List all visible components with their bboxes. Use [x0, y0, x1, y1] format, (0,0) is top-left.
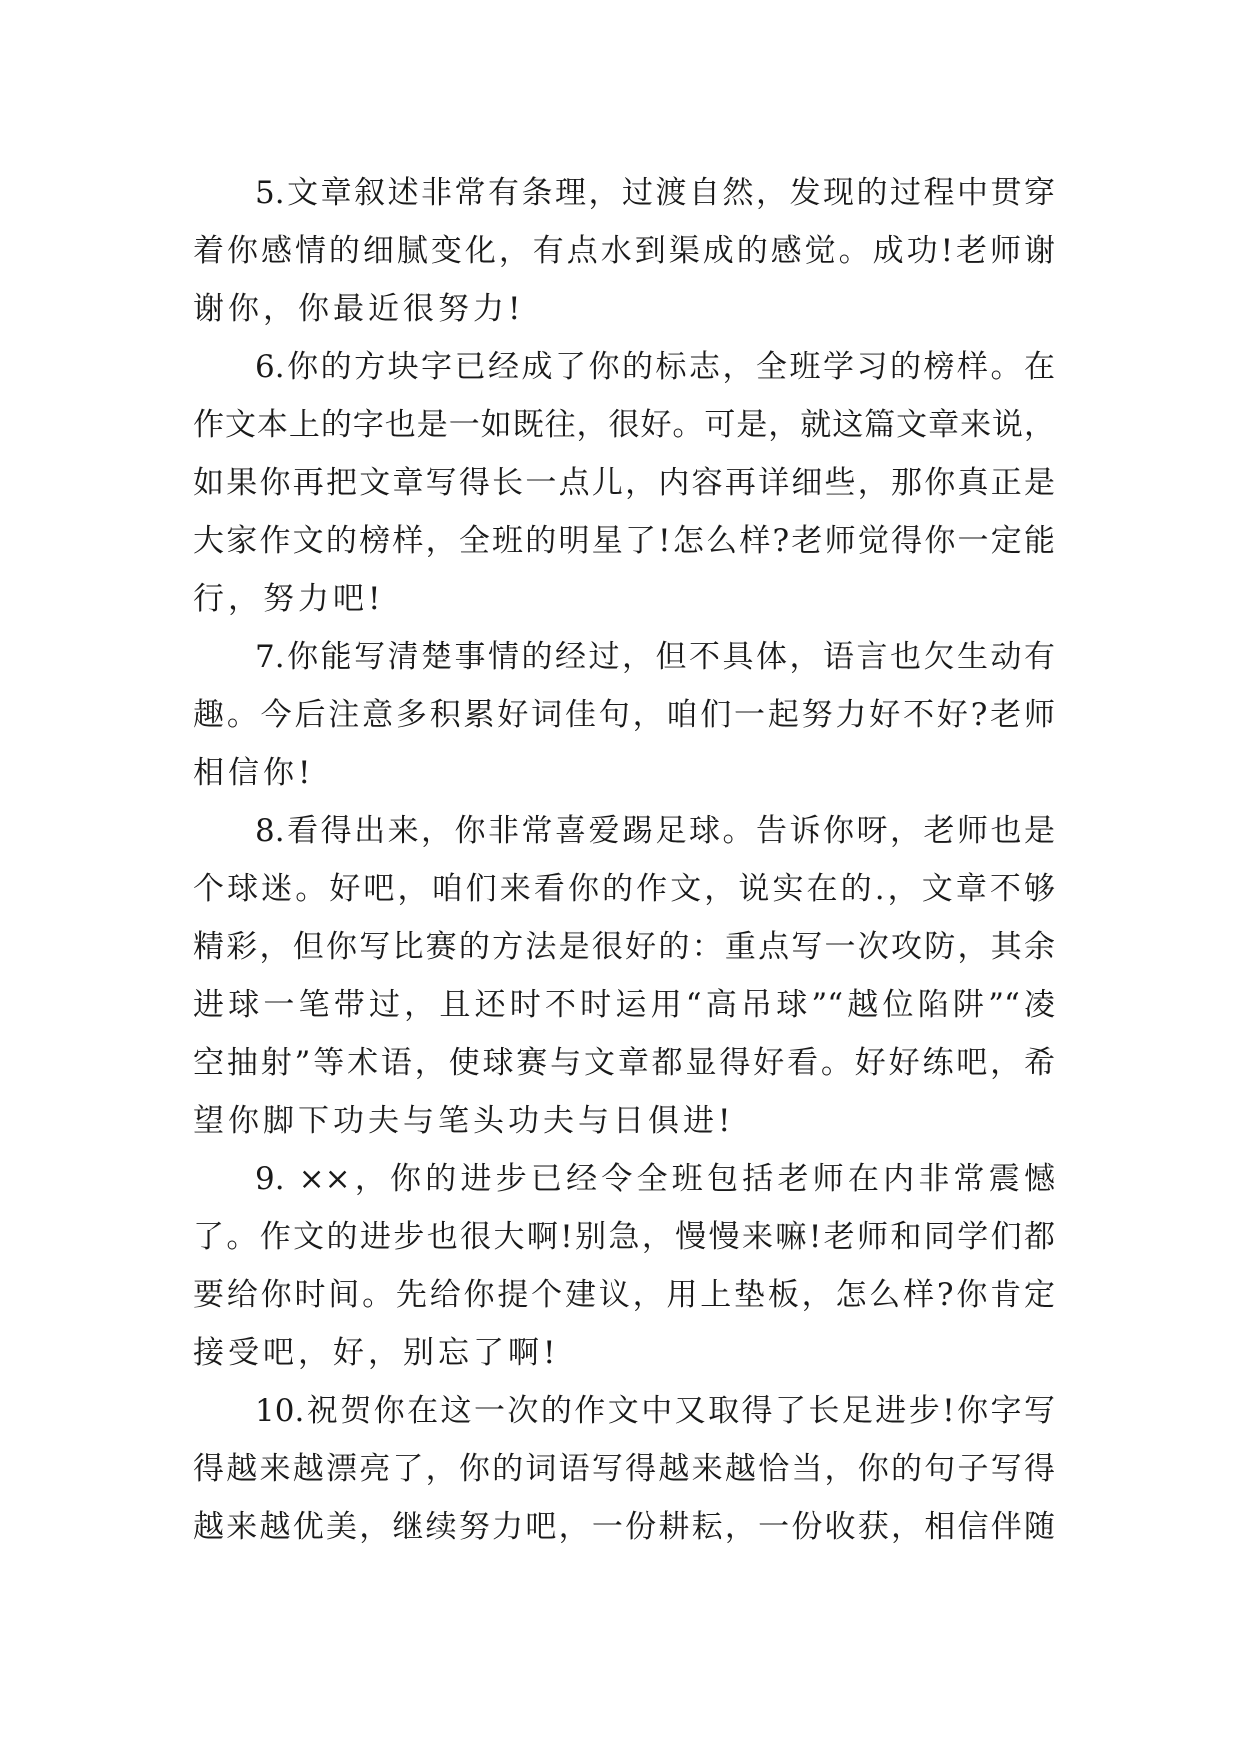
document-body	[193, 164, 1055, 1556]
text-line: 得越来越漂亮了，你的词语写得越来越恰当，你的句子写得	[193, 1451, 1055, 1487]
text-line: 9. ××，你的进步已经令全班包括老师在内非常震憾	[255, 1161, 1055, 1197]
paragraph-5	[193, 164, 1055, 338]
text-line: 6.你的方块字已经成了你的标志，全班学习的榜样。在	[255, 349, 1055, 385]
text-line: 了。作文的进步也很大啊!别急，慢慢来嘛!老师和同学们都	[193, 1219, 1055, 1255]
paragraph-10	[193, 1382, 1055, 1556]
text-line: 10.祝贺你在这一次的作文中又取得了长足进步!你字写	[255, 1393, 1055, 1429]
text-line: 望你脚下功夫与笔头功夫与日俱进!	[193, 1103, 735, 1139]
text-line: 大家作文的榜样，全班的明星了!怎么样?老师觉得你一定能	[193, 523, 1055, 559]
text-line: 相信你!	[193, 755, 315, 791]
text-line: 个球迷。好吧，咱们来看你的作文，说实在的.，文章不够	[193, 871, 1055, 907]
text-line: 5.文章叙述非常有条理，过渡自然，发现的过程中贯穿	[255, 175, 1055, 211]
text-line: 趣。今后注意多积累好词佳句，咱们一起努力好不好?老师	[193, 697, 1055, 733]
text-line: 接受吧，好，别忘了啊!	[193, 1335, 560, 1371]
text-line: 精彩，但你写比赛的方法是很好的：重点写一次攻防，其余	[193, 929, 1055, 965]
text-line: 如果你再把文章写得长一点儿，内容再详细些，那你真正是	[193, 465, 1055, 501]
text-line: 行，努力吧!	[193, 581, 385, 617]
paragraph-7	[193, 628, 1055, 802]
text-line: 越来越优美，继续努力吧，一份耕耘，一份收获，相信伴随	[193, 1509, 1055, 1545]
text-line: 进球一笔带过，且还时不时运用“高吊球”“越位陷阱”“凌	[193, 987, 1055, 1023]
text-line: 着你感情的细腻变化，有点水到渠成的感觉。成功!老师谢	[193, 233, 1055, 269]
text-line: 谢你，你最近很努力!	[193, 291, 525, 327]
text-line: 要给你时间。先给你提个建议，用上垫板，怎么样?你肯定	[193, 1277, 1055, 1313]
paragraph-9	[193, 1150, 1055, 1382]
text-line: 空抽射”等术语，使球赛与文章都显得好看。好好练吧，希	[193, 1045, 1055, 1081]
text-line: 7.你能写清楚事情的经过，但不具体，语言也欠生动有	[255, 639, 1055, 675]
paragraph-8	[193, 802, 1055, 1150]
paragraph-6	[193, 338, 1055, 628]
text-line: 8.看得出来，你非常喜爱踢足球。告诉你呀，老师也是	[255, 813, 1055, 849]
text-line: 作文本上的字也是一如既往，很好。可是，就这篇文章来说，	[193, 407, 1055, 443]
